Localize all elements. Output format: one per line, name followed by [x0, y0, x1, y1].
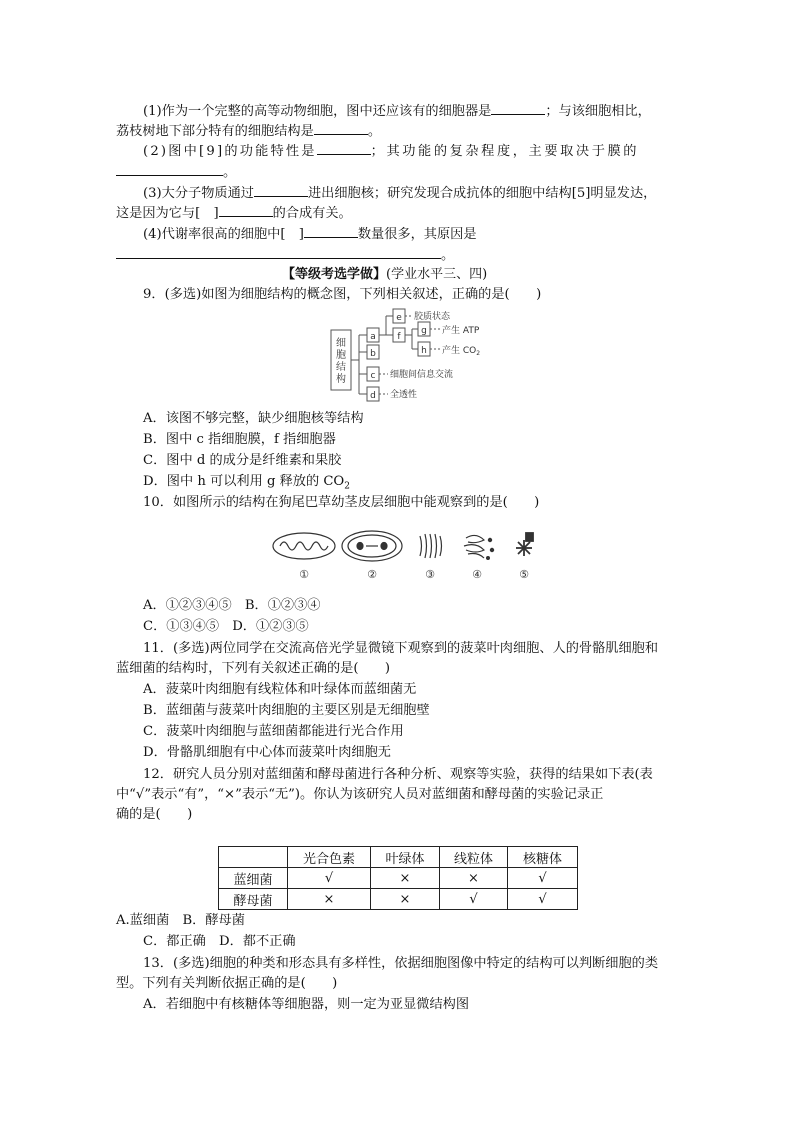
q9-stem: 9．(多选)如图为细胞结构的概念图，下列相关叙述，正确的是( ) [143, 287, 542, 302]
table-header-cell: 线粒体 [440, 847, 508, 868]
node-h: h [421, 346, 427, 356]
golgi-icon [420, 534, 442, 558]
q8-part2-line2: 。 [116, 162, 236, 182]
label-g: 产生 ATP [442, 326, 480, 336]
q12-stem-line3: 确的是( ) [116, 807, 193, 822]
q9-option-b[interactable]: B．图中 c 指细胞膜，f 指细胞器 [143, 432, 336, 447]
label-e: 胶质状态 [414, 312, 451, 322]
q10-stem: 10．如图所示的结构在狗尾巴草幼茎皮层细胞中能观察到的是( ) [143, 495, 540, 510]
table-cell: √ [508, 868, 578, 889]
q8-part4-line1: (4)代谢率很高的细胞中[ ] 数量很多，其原因是 [143, 224, 477, 244]
table-cell: × [371, 889, 440, 910]
node-f: f [397, 332, 401, 342]
q13-stem-line2: 型。下列有关判断依据正确的是( ) [116, 976, 338, 991]
q10-options-ab[interactable]: A．①②③④⑤ B．①②③④ [143, 598, 321, 613]
q10-options-cd[interactable]: C．①③④⑤ D．①②③⑤ [143, 619, 309, 634]
q11-option-a[interactable]: A．菠菜叶肉细胞有线粒体和叶绿体而蓝细菌无 [143, 682, 417, 697]
label-c: 细胞间信息交流 [390, 370, 454, 380]
q9-option-d[interactable]: D．图中 h 可以利用 g 释放的 $CO_2$ [143, 474, 350, 492]
figure-label-1: ① [299, 568, 309, 581]
diagram-root-char: 细 [336, 338, 346, 349]
q8-part1-line2: 荔枝树地下部分特有的细胞结构是 。 [116, 121, 381, 141]
q12-options-cd[interactable]: C．都正确 D．都不正确 [143, 934, 296, 949]
mitochondrion-icon [273, 533, 335, 559]
q13-stem-line1: 13．(多选)细胞的种类和形态具有多样性，依据细胞图像中特定的结构可以判断细胞的类 [143, 956, 659, 971]
q8-part2-line1: (2)图中[9]的功能特性是 ；其功能的复杂程度，主要取决于膜的 [143, 141, 639, 161]
node-d: d [370, 391, 376, 401]
diagram-root-char: 构 [336, 374, 346, 385]
q13-option-a[interactable]: A．若细胞中有核糖体等细胞器，则一定为亚显微结构图 [143, 997, 470, 1012]
table-header-row [219, 847, 578, 868]
table-header-cell: 光合色素 [288, 847, 371, 868]
answer-blank[interactable] [116, 162, 223, 176]
q12-options-ab[interactable]: A.蓝细菌 B．酵母菌 [116, 913, 245, 928]
answer-blank[interactable] [317, 141, 371, 155]
figure-label-3: ③ [425, 568, 435, 581]
figure-label-4: ④ [472, 568, 482, 581]
answer-blank[interactable] [491, 101, 545, 115]
answer-blank[interactable] [314, 121, 368, 135]
table-cell: × [371, 868, 440, 889]
node-g: g [421, 326, 427, 336]
table-row [219, 868, 578, 889]
answer-blank[interactable] [116, 245, 441, 259]
q12-stem-line2: 中“√”表示“有”，“×”表示“无”)。你认为该研究人员对蓝细菌和酵母菌的实验记录正 [116, 787, 604, 802]
nucleus-icon [342, 531, 402, 561]
label-d: 全透性 [390, 390, 418, 400]
table-cell: √ [440, 889, 508, 910]
table-header-cell [219, 847, 288, 868]
table-header-cell: 核糖体 [508, 847, 578, 868]
q11-option-c[interactable]: C．菠菜叶肉细胞与蓝细菌都能进行光合作用 [143, 724, 404, 739]
q8-part4-line2: 。 [116, 245, 454, 265]
label-h: 产生 $CO_2$ [442, 346, 481, 357]
q8-part3-line2: 这是因为它与[ ] 的合成有关。 [116, 203, 352, 223]
table-cell: × [440, 868, 508, 889]
concept-diagram [330, 306, 490, 402]
answer-blank[interactable] [254, 183, 308, 197]
organelle-figures [268, 528, 548, 584]
q11-stem-line1: 11．(多选)两位同学在交流高倍光学显微镜下观察到的菠菜叶肉细胞、人的骨骼肌细胞和 [143, 641, 659, 656]
node-b: b [370, 349, 376, 359]
table-row [219, 889, 578, 910]
table-cell: √ [508, 889, 578, 910]
q9-option-c[interactable]: C．图中 d 的成分是纤维素和果胶 [143, 453, 342, 468]
table-cell: × [288, 889, 371, 910]
answer-blank[interactable] [304, 224, 358, 238]
diagram-root-char: 结 [336, 362, 346, 373]
table-cell: 酵母菌 [219, 889, 288, 910]
q9-option-a[interactable]: A．该图不够完整，缺少细胞核等结构 [143, 411, 364, 426]
diagram-root-char: 胞 [336, 350, 346, 361]
figure-label-2: ② [367, 568, 377, 581]
node-e: e [396, 313, 402, 323]
q11-option-d[interactable]: D．骨骼肌细胞有中心体而菠菜叶肉细胞无 [143, 745, 391, 760]
table-cell: √ [288, 868, 371, 889]
table-cell: 蓝细菌 [219, 868, 288, 889]
q8-part1-line1: (1)作为一个完整的高等动物细胞，图中还应该有的细胞器是 ；与该细胞相比， [143, 101, 651, 121]
q11-option-b[interactable]: B．蓝细菌与菠菜叶肉细胞的主要区别是无细胞壁 [143, 703, 430, 718]
figure-label-5: ⑤ [519, 568, 529, 581]
section-header: 【等级考选学做】(学业水平三、四) [282, 267, 488, 282]
node-c: c [370, 371, 376, 381]
results-table [218, 846, 578, 910]
q8-part3-line1: (3)大分子物质通过 进出细胞核；研究发现合成抗体的细胞中结构[5]明显发达， [143, 183, 656, 203]
node-a: a [370, 332, 376, 342]
q12-stem-line1: 12．研究人员分别对蓝细菌和酵母菌进行各种分析、观察等实验，获得的结果如下表(表 [143, 767, 653, 782]
table-header-cell: 叶绿体 [371, 847, 440, 868]
centriole-icon [516, 533, 533, 556]
endoplasmic-reticulum-icon [464, 535, 494, 559]
answer-blank[interactable] [219, 203, 273, 217]
q11-stem-line2: 蓝细菌的结构时，下列有关叙述正确的是( ) [116, 661, 391, 676]
